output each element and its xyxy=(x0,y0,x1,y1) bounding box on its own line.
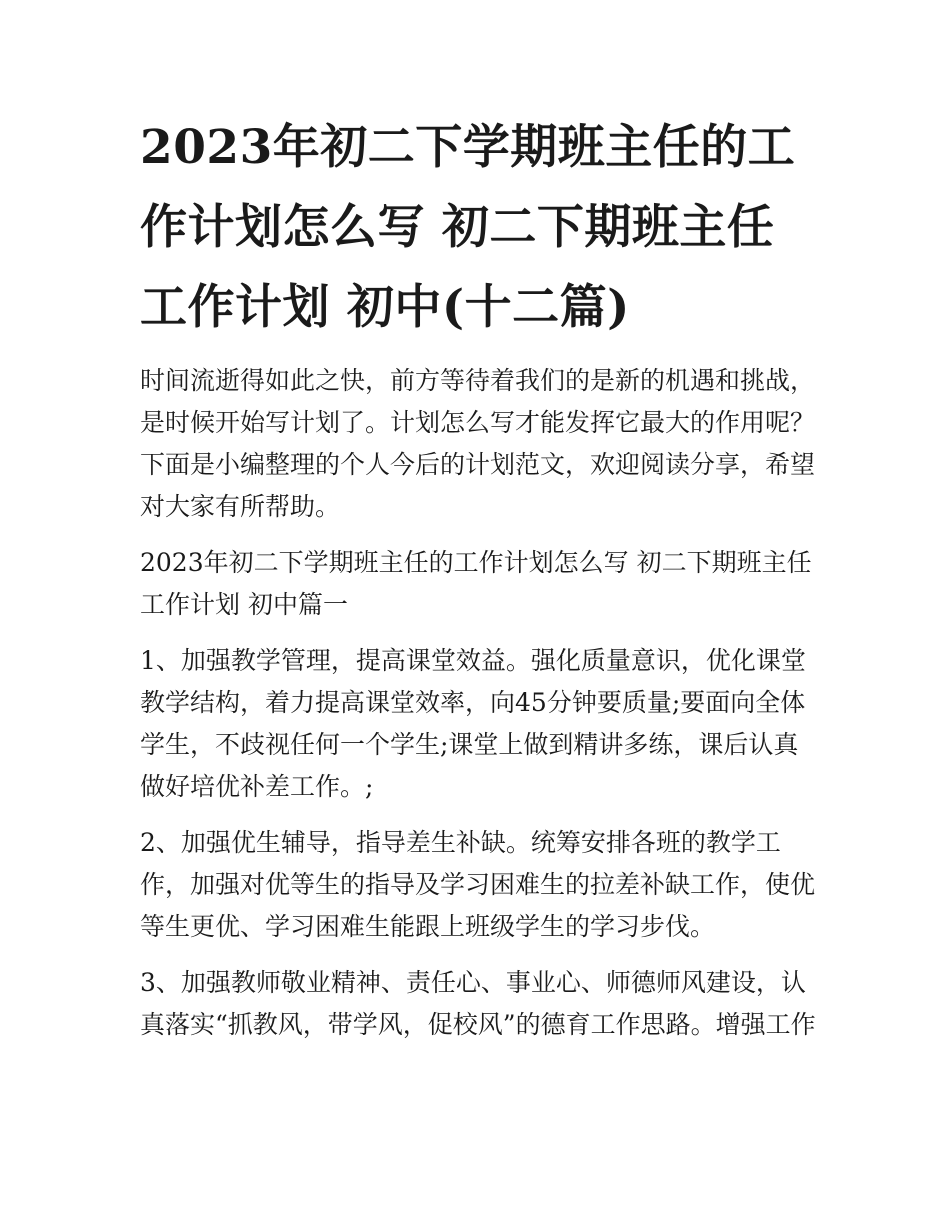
item-2-line-2: 作，加强对优等生的指导及学习困难生的拉差补缺工作，使优 xyxy=(140,870,816,899)
intro-paragraph xyxy=(140,360,820,528)
intro-line-4: 对大家有所帮助。 xyxy=(140,492,341,521)
intro-line-1: 时间流逝得如此之快，前方等待着我们的是新的机遇和挑战， xyxy=(140,366,816,395)
item-1-line-2: 教学结构，着力提高课堂效率，向45分钟要质量;要面向全体 xyxy=(140,688,806,717)
item-1-line-4: 做好培优补差工作。; xyxy=(140,772,374,801)
intro-line-2: 是时候开始写计划了。计划怎么写才能发挥它最大的作用呢？ xyxy=(140,408,816,437)
title-line-1: 2023年初二下学期班主任的工 xyxy=(140,120,796,175)
section-heading-line-2: 工作计划 初中篇一 xyxy=(140,590,348,619)
section-heading-line-1: 2023年初二下学期班主任的工作计划怎么写 初二下期班主任 xyxy=(140,548,812,577)
item-1-paragraph xyxy=(140,640,820,808)
title-line-2: 作计划怎么写 初二下期班主任 xyxy=(140,200,775,255)
item-2-line-1: 2、加强优生辅导，指导差生补缺。统筹安排各班的教学工 xyxy=(140,828,781,857)
item-2-paragraph xyxy=(140,822,820,948)
document-page xyxy=(140,108,820,1046)
document-title xyxy=(140,108,820,348)
item-1-line-3: 学生，不歧视任何一个学生;课堂上做到精讲多练，课后认真 xyxy=(140,730,799,759)
intro-line-3: 下面是小编整理的个人今后的计划范文，欢迎阅读分享，希望 xyxy=(140,450,816,479)
title-line-3: 工作计划 初中(十二篇) xyxy=(140,280,630,335)
item-3-paragraph xyxy=(140,962,820,1046)
item-2-line-3: 等生更优、学习困难生能跟上班级学生的学习步伐。 xyxy=(140,912,716,941)
item-1-line-1: 1、加强教学管理，提高课堂效益。强化质量意识，优化课堂 xyxy=(140,646,806,675)
section-heading xyxy=(140,542,820,626)
item-3-line-1: 3、加强教师敬业精神、责任心、事业心、师德师风建设，认 xyxy=(140,968,806,997)
item-3-line-2: 真落实“抓教风，带学风，促校风”的德育工作思路。增强工作 xyxy=(140,1010,816,1039)
